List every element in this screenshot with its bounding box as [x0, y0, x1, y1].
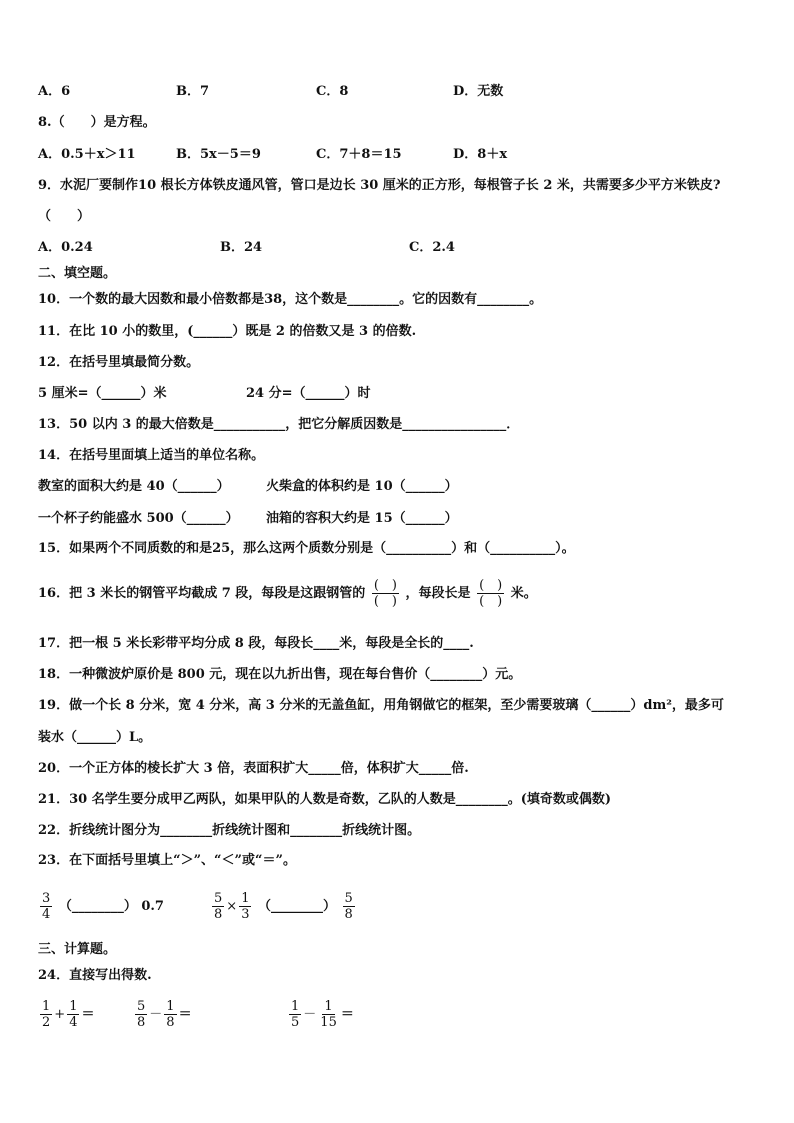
q9-stem: 9．水泥厂要制作10 根长方体铁皮通风管，管口是边长 30 厘米的正方形，每根管子长 2 米，共需要多少平方米铁皮? [38, 178, 721, 193]
q23-f1-num: 3 [42, 891, 51, 906]
q23-fraction-5-8 [212, 891, 224, 922]
q7-option-c: C．8 [316, 84, 349, 99]
q20: 20．一个正方体的棱长扩大 3 倍，表面积扩大_____倍，体积扩大_____倍. [38, 761, 469, 776]
q24-e1-a-num: 1 [42, 999, 51, 1014]
q14-item-a: 教室的面积大约是 40（______） [38, 479, 230, 494]
q24-e3-b-num: 1 [324, 999, 333, 1014]
q16-mid: ，每段长是 [405, 586, 471, 601]
q24-e2-op: － [149, 1007, 163, 1022]
q24-e3-eq: ＝ [340, 1007, 354, 1022]
q23-times: × [226, 899, 238, 914]
q24-expr-3 [287, 995, 354, 1035]
q24-expr-1 [38, 995, 94, 1035]
q9-option-a: A．0.24 [38, 240, 93, 255]
q23-expr-2 [210, 887, 357, 927]
section-3-title: 三、计算题。 [38, 942, 117, 957]
q24-e1-frac-a [40, 999, 52, 1030]
q10: 10．一个数的最大因数和最小倍数都是38，这个数是________。它的因数有________。 [38, 292, 543, 307]
q12-item-b: 24 分=（______）时 [246, 386, 371, 401]
q23-blank-2: （________） [258, 899, 337, 914]
q24-e1-b-num: 1 [69, 999, 78, 1014]
q24-e1-a-den: 2 [42, 1015, 51, 1030]
q8-option-b: B．5x－5＝9 [176, 147, 261, 162]
q24-e2-a-den: 8 [137, 1015, 146, 1030]
q19-line-2: 装水（______）L。 [38, 730, 152, 745]
q12-stem: 12．在括号里填最简分数。 [38, 355, 200, 370]
q24-e3-frac-a [289, 999, 301, 1030]
q23-f2-num: 5 [214, 891, 223, 906]
q14-item-d: 油箱的容积大约是 15（______） [266, 511, 458, 526]
q13: 13．50 以内 3 的最大倍数是___________，把它分解质因数是________________． [38, 417, 520, 432]
section-2-title: 二、填空题。 [38, 266, 117, 281]
q8-option-d: D．8＋x [453, 147, 508, 162]
q17: 17．把一根 5 米长彩带平均分成 8 段，每段长____米，每段是全长的____. [38, 636, 474, 651]
q24-e2-b-num: 1 [166, 999, 175, 1014]
q23-value-0-7: 0.7 [141, 899, 164, 914]
q24-e3-a-den: 5 [291, 1015, 300, 1030]
q24-e2-a-num: 5 [137, 999, 146, 1014]
q24-stem: 24．直接写出得数. [38, 968, 152, 983]
q24-e1-frac-b [67, 999, 79, 1030]
q23-stem: 23．在下面括号里填上“＞”、“＜”或“＝”。 [38, 853, 296, 868]
q21: 21．30 名学生要分成甲乙两队，如果甲队的人数是奇数，乙队的人数是________。(填奇数或偶数) [38, 792, 612, 807]
q14-stem: 14．在括号里面填上适当的单位名称。 [38, 448, 265, 463]
q16-fraction-1 [372, 578, 399, 609]
q23-expr-1 [38, 887, 164, 927]
q11: 11．在比 10 小的数里，(______）既是 2 的倍数又是 3 的倍数. [38, 324, 417, 339]
q23-f1-den: 4 [42, 907, 51, 922]
q24-e1-eq: ＝ [81, 1007, 95, 1022]
q24-e3-op: － [303, 1007, 317, 1022]
q9-blank: （ ） [38, 209, 91, 224]
q16-fraction-1-den: ( ) [373, 594, 397, 609]
q7-option-d: D．无数 [453, 84, 504, 99]
q24-e2-eq: ＝ [178, 1007, 192, 1022]
q15: 15．如果两个不同质数的和是25，那么这两个质数分别是（__________）和（__________）。 [38, 541, 575, 556]
q7-option-b: B．7 [176, 84, 210, 99]
q8-option-a: A．0.5＋x＞11 [38, 147, 136, 162]
q23-fraction-1-3 [239, 891, 251, 922]
q7-option-a: A．6 [38, 84, 71, 99]
q14-item-c: 一个杯子约能盛水 500（______） [38, 511, 239, 526]
q23-fraction-5-8-b [343, 891, 355, 922]
q16-post: 米。 [510, 586, 537, 601]
q23-fraction-3-4 [40, 891, 52, 922]
q18: 18．一种微波炉原价是 800 元，现在以九折出售，现在每台售价（________）元。 [38, 667, 522, 682]
q9-option-c: C．2.4 [409, 240, 455, 255]
q16-fraction-1-num: ( ) [373, 578, 397, 593]
q9-option-b: B．24 [220, 240, 263, 255]
q24-e3-a-num: 1 [291, 999, 300, 1014]
q24-e2-frac-b [164, 999, 176, 1030]
q24-e2-b-den: 8 [166, 1015, 175, 1030]
q24-e3-b-den: 15 [320, 1015, 337, 1030]
q24-expr-2 [133, 995, 192, 1035]
q24-e1-op: + [54, 1007, 66, 1022]
q24-e2-frac-a [135, 999, 147, 1030]
q16 [38, 574, 537, 614]
q22: 22．折线统计图分为________折线统计图和________折线统计图。 [38, 823, 421, 838]
q8-option-c: C．7＋8＝15 [316, 147, 402, 162]
q16-fraction-2 [477, 578, 504, 609]
q23-f4-num: 5 [344, 891, 353, 906]
q23-f3-den: 3 [241, 907, 250, 922]
q12-item-a: 5 厘米=（______）米 [38, 386, 167, 401]
q8-stem: 8.（ ）是方程。 [38, 115, 156, 130]
q14-item-b: 火柴盒的体积约是 10（______） [266, 479, 458, 494]
q24-e1-b-den: 4 [69, 1015, 78, 1030]
q16-fraction-2-num: ( ) [479, 578, 503, 593]
q16-pre: 16．把 3 米长的钢管平均截成 7 段，每段是这跟钢管的 [38, 586, 366, 601]
q23-blank-1: （________） [58, 899, 137, 914]
q16-fraction-2-den: ( ) [479, 594, 503, 609]
q23-f3-num: 1 [241, 891, 250, 906]
q23-f2-den: 8 [214, 907, 223, 922]
q23-f4-den: 8 [344, 907, 353, 922]
q24-e3-frac-b [318, 999, 339, 1030]
q19-line-1: 19．做一个长 8 分米，宽 4 分米，高 3 分米的无盖鱼缸，用角钢做它的框架，至少需要玻璃（______）dm²，最多可 [38, 698, 724, 713]
